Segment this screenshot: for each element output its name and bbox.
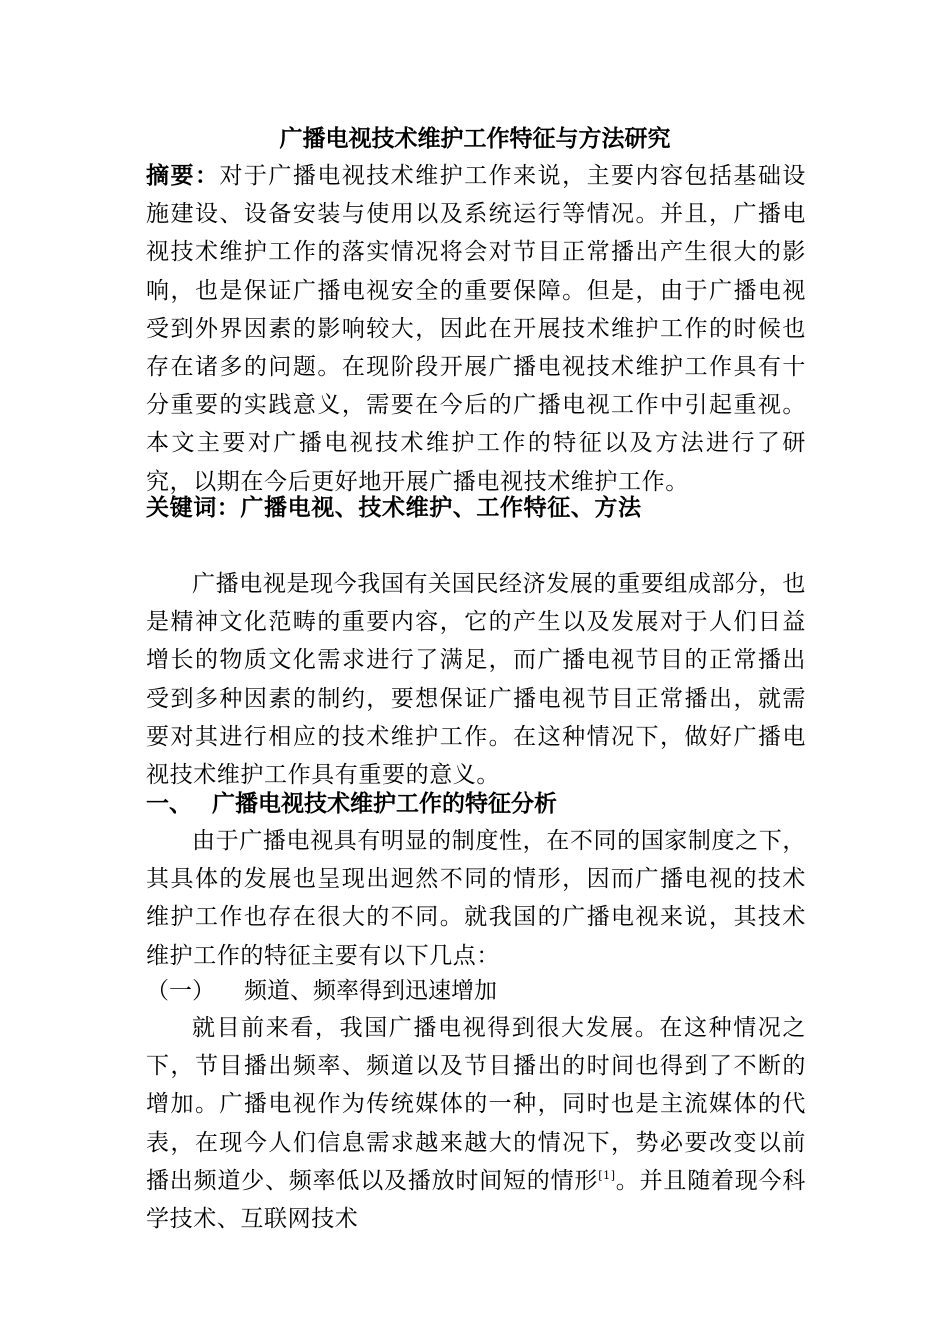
abstract-label: 摘要：	[146, 162, 220, 189]
keywords-label: 关键词：	[146, 494, 241, 521]
section-1-paragraph: 由于广播电视具有明显的制度性，在不同的国家制度之下，其具体的发展也呈现出迥然不同的情形，因而广播电视的技术维护工作也存在很大的不同。就我国的广播电视来说，其技术维护工作的特征主要有以下几点：	[146, 828, 806, 969]
subsection-1-number: （一）	[146, 978, 215, 1004]
keywords	[146, 489, 806, 527]
subsection-1-title: 频道、频率得到迅速增加	[244, 978, 497, 1004]
subsection-1-heading	[146, 972, 497, 1010]
section-1-title: 广播电视技术维护工作的特征分析	[212, 790, 557, 817]
section-1-number: 一、	[146, 790, 192, 817]
citation-ref: [1]	[598, 1168, 616, 1182]
abstract-text: 对于广播电视技术维护工作来说，主要内容包括基础设施建设、设备安装与使用以及系统运行等情况。并且，广播电视技术维护工作的落实情况将会对节目正常播出产生很大的影响，也是保证广播电视安全的重要保障。但是，由于广播电视受到外界因素的影响较大，因此在开展技术维护工作的时候也存在诸多的问题。在现阶段开展广播电视技术维护工作具有十分重要的实践意义，需要在今后的广播电视工作中引起重视。本文主要对广播电视技术维护工作的特征以及方法进行了研究，以期在今后更好地开展广播电视技术维护工作。	[146, 163, 806, 495]
keywords-text: 广播电视、技术维护、工作特征、方法	[240, 494, 642, 521]
intro-paragraph: 广播电视是现今我国有关国民经济发展的重要组成部分，也是精神文化范畴的重要内容，它的产生以及发展对于人们日益增长的物质文化需求进行了满足，而广播电视节目的正常播出受到多种因素的制约，要想保证广播电视节目正常播出，就需要对其进行相应的技术维护工作。在这种情况下，做好广播电视技术维护工作具有重要的意义。	[146, 571, 806, 789]
subsection-1-text-continued: 。并且随着现今科学技术、互联网技术	[146, 1167, 806, 1233]
subsection-1-text: 就目前来看，我国广播电视得到很大发展。在这种情况之下，节目播出频率、频道以及节目播出的时间也得到了不断的增加。广播电视作为传统媒体的一种，同时也是主流媒体的代表，在现今人们信息需求越来越大的情况下，势必要改变以前播出频道少、频率低以及播放时间短的情形	[146, 1015, 806, 1194]
subsection-1-paragraph	[146, 1009, 806, 1238]
document-title: 广播电视技术维护工作特征与方法研究	[279, 125, 671, 152]
abstract	[146, 157, 806, 501]
section-1-heading	[146, 785, 557, 823]
